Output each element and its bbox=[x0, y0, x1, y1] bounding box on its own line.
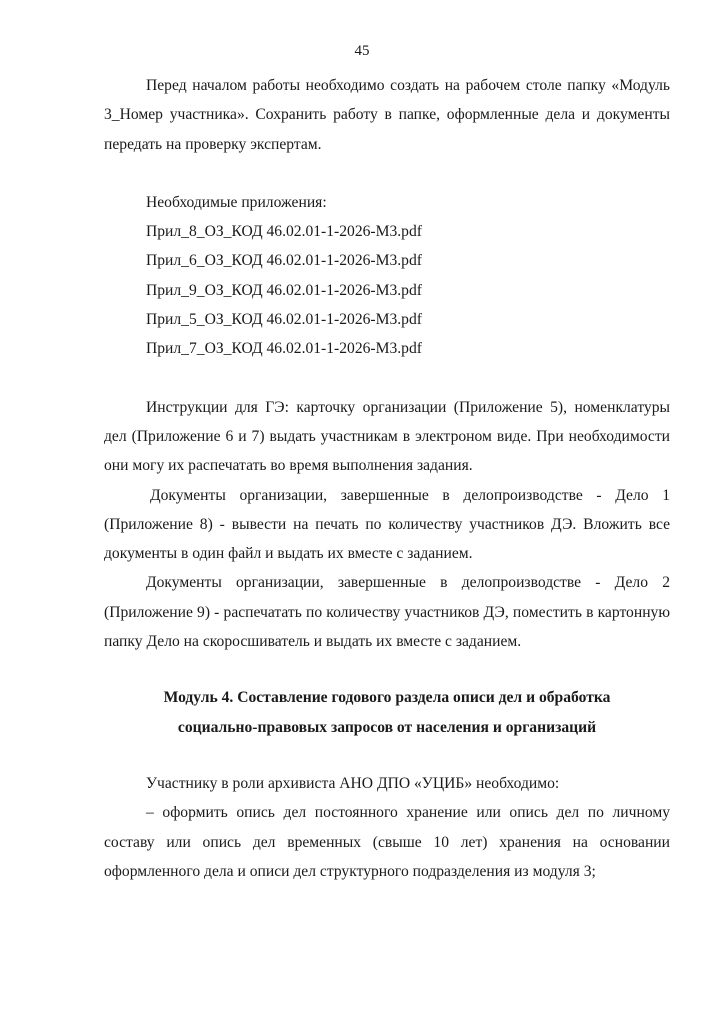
instructions-paragraph: Инструкции для ГЭ: карточку организации (Приложение 5), номенклатуры дел (Приложение 6 и 7) выдать участникам в электроном виде. При необходимости они могу их распечатать во время выполнения задания. bbox=[104, 398, 670, 475]
spacer bbox=[104, 159, 670, 188]
module-heading-line-2: социально-правовых запросов от населения и организаций bbox=[177, 718, 597, 736]
spacer bbox=[104, 656, 670, 683]
attachment-file: Прил_8_ОЗ_КОД 46.02.01-1-2026-М3.pdf bbox=[146, 223, 422, 241]
attachments-title: Необходимые приложения: bbox=[146, 193, 327, 211]
document-body bbox=[104, 71, 670, 886]
spacer bbox=[104, 364, 670, 393]
spacer bbox=[104, 742, 670, 769]
attachment-file: Прил_5_ОЗ_КОД 46.02.01-1-2026-М3.pdf bbox=[146, 311, 422, 329]
attachment-file: Прил_6_ОЗ_КОД 46.02.01-1-2026-М3.pdf bbox=[146, 252, 422, 270]
task-item: – оформить опись дел постоянного хранение или опись дел по личному составу или опись дел временных (свыше 10 лет) хранения на основании оформленного дела и описи дел структурного подразделения из модуля 3; bbox=[104, 804, 670, 880]
intro-paragraph: Перед началом работы необходимо создать на рабочем столе папку «Модуль 3_Номер участника». Сохранить работу в папке, оформленные дела и документы передать на проверку экспертам. bbox=[104, 77, 670, 153]
attachment-file: Прил_7_ОЗ_КОД 46.02.01-1-2026-М3.pdf bbox=[146, 340, 422, 358]
module-heading-line-1: Модуль 4. Составление годового раздела описи дел и обработка bbox=[163, 689, 611, 707]
attachment-file: Прил_9_ОЗ_КОД 46.02.01-1-2026-М3.pdf bbox=[146, 281, 422, 299]
page-number: 45 bbox=[354, 43, 370, 59]
docs-case-1-paragraph: Документы организации, завершенные в делопроизводстве - Дело 1 (Приложение 8) - вывести на печать по количеству участников ДЭ. Вложить все документы в один файл и выдать их вместе с заданием. bbox=[104, 486, 670, 563]
participant-intro: Участнику в роли архивиста АНО ДПО «УЦИБ» необходимо: bbox=[146, 774, 560, 792]
docs-case-2-paragraph: Документы организации, завершенные в делопроизводстве - Дело 2 (Приложение 9) - распечатать по количеству участников ДЭ, поместить в картонную папку Дело на скоросшиватель и выдать их вместе с заданием. bbox=[104, 574, 670, 651]
